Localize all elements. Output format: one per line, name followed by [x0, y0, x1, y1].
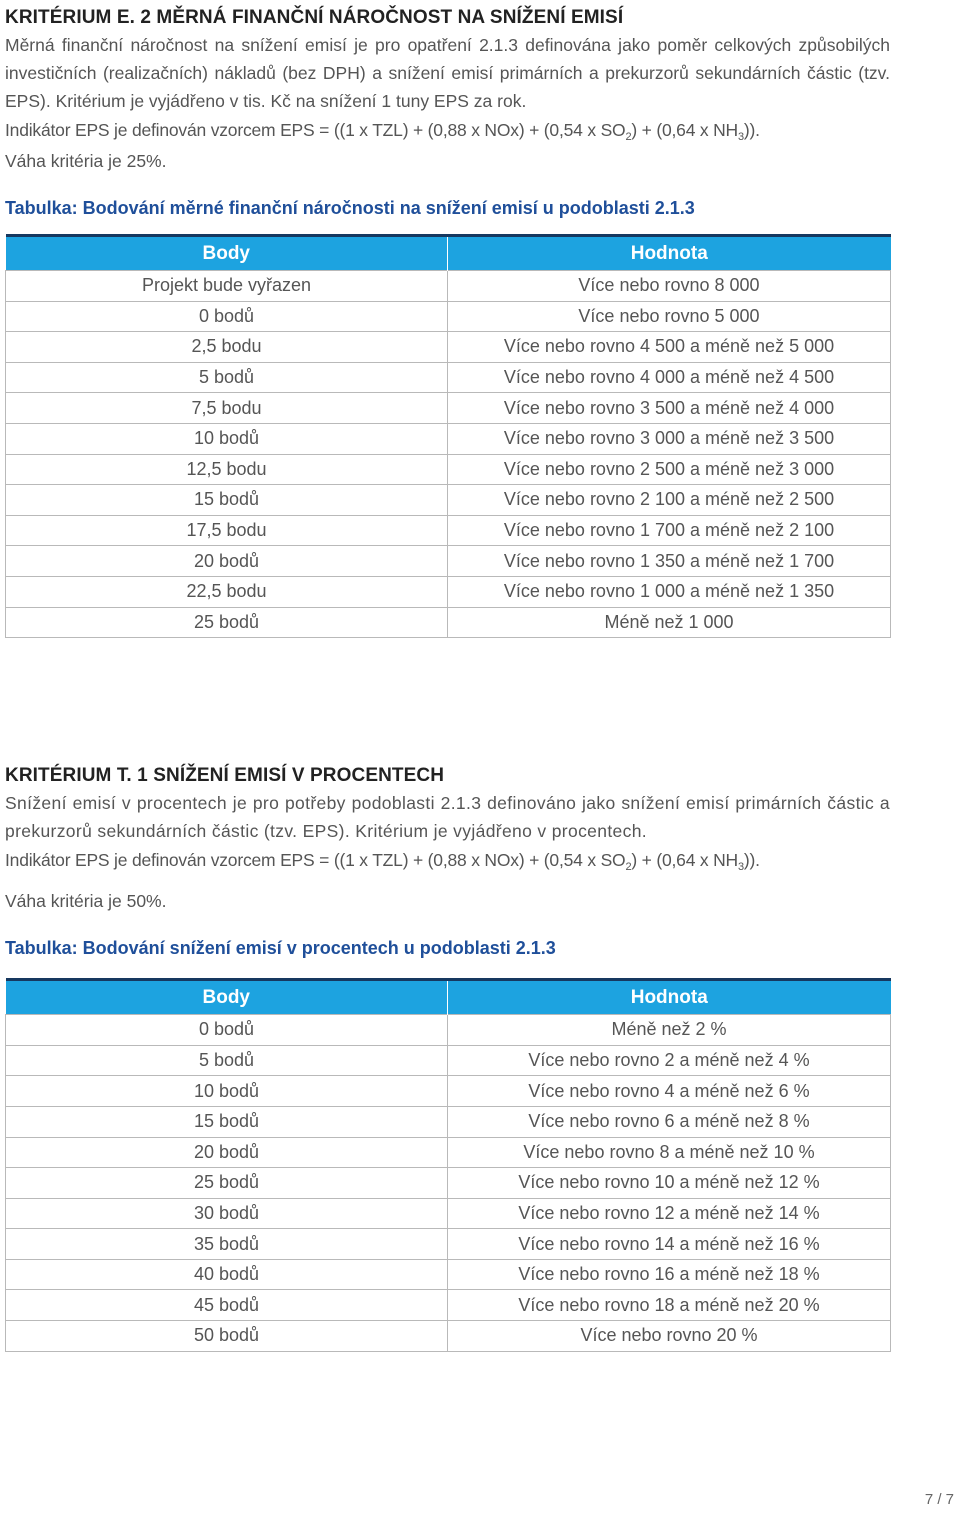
- table-row: [6, 393, 891, 424]
- table-cell-points: 35 bodů: [6, 1229, 448, 1260]
- formula-subscript: 3: [738, 861, 744, 874]
- table-cell-value: Více nebo rovno 1 000 a méně než 1 350: [448, 576, 891, 607]
- formula-text: Indikátor EPS je definován vzorcem EPS = ((1 x TZL) + (0,88 x NOx) + (0,54 x SO: [5, 120, 626, 140]
- criterion-t1-description: Snížení emisí v procentech je pro potřeby podoblasti 2.1.3 definováno jako snížení emisí primárních částic a prekurzorů sekundárních částic (tzv. EPS). Kritérium je vyjádřeno v procentech.: [5, 793, 890, 842]
- formula-text: ) + (0,64 x NH: [631, 120, 738, 140]
- table-header-row: [6, 236, 891, 271]
- table-row: [6, 546, 891, 577]
- table-header-value: Hodnota: [448, 236, 891, 271]
- formula-text: ) + (0,64 x NH: [631, 850, 738, 871]
- table-row: [6, 1137, 891, 1168]
- table-cell-value: Více nebo rovno 3 500 a méně než 4 000: [448, 393, 891, 424]
- table-cell-points: 10 bodů: [6, 423, 448, 454]
- table-cell-value: Více nebo rovno 16 a méně než 18 %: [448, 1259, 891, 1290]
- table-cell-points: 50 bodů: [6, 1321, 448, 1352]
- criterion-t1-formula: [5, 845, 890, 875]
- table-cell-points: 22,5 bodu: [6, 576, 448, 607]
- criterion-e2-table-body: [6, 271, 891, 638]
- table-row: [6, 1321, 891, 1352]
- table-row: [6, 1198, 891, 1229]
- table-cell-points: 2,5 bodu: [6, 332, 448, 363]
- table-cell-value: Méně než 1 000: [448, 607, 891, 638]
- table-row: [6, 1045, 891, 1076]
- criterion-e2-weight: Váha kritéria je 25%.: [5, 151, 167, 171]
- table-row: [6, 607, 891, 638]
- table-row: [6, 271, 891, 302]
- criterion-t1-table-body: [6, 1015, 891, 1352]
- table-row: [6, 332, 891, 363]
- criterion-t1-heading: [5, 764, 890, 788]
- criterion-e2-formula: [5, 115, 890, 145]
- table-cell-value: Více nebo rovno 4 000 a méně než 4 500: [448, 362, 891, 393]
- table-row: [6, 1259, 891, 1290]
- criterion-t1-table: [5, 978, 891, 1352]
- table-cell-value: Více nebo rovno 2 100 a méně než 2 500: [448, 485, 891, 516]
- table-header-body: Body: [6, 236, 448, 271]
- table-cell-points: 17,5 bodu: [6, 515, 448, 546]
- table-cell-points: Projekt bude vyřazen: [6, 271, 448, 302]
- table-cell-points: 10 bodů: [6, 1076, 448, 1107]
- table-cell-value: Více nebo rovno 20 %: [448, 1321, 891, 1352]
- table-cell-value: Více nebo rovno 1 350 a méně než 1 700: [448, 546, 891, 577]
- table-row: [6, 1076, 891, 1107]
- table-cell-points: 40 bodů: [6, 1259, 448, 1290]
- table-row: [6, 362, 891, 393]
- formula-text: )).: [743, 120, 760, 140]
- table-cell-value: Více nebo rovno 2 a méně než 4 %: [448, 1045, 891, 1076]
- table-row: [6, 1290, 891, 1321]
- table-header-body: Body: [6, 980, 448, 1015]
- table-cell-points: 7,5 bodu: [6, 393, 448, 424]
- table-row: [6, 1229, 891, 1260]
- table-cell-value: Více nebo rovno 8 a méně než 10 %: [448, 1137, 891, 1168]
- table-row: [6, 301, 891, 332]
- table-cell-value: Více nebo rovno 4 500 a méně než 5 000: [448, 332, 891, 363]
- criterion-t1-heading-text: KRITÉRIUM T. 1 SNÍŽENÍ EMISÍ V PROCENTECH: [5, 765, 445, 787]
- table-cell-points: 25 bodů: [6, 1168, 448, 1199]
- criterion-e2-table: [5, 234, 891, 638]
- table-cell-value: Více nebo rovno 14 a méně než 16 %: [448, 1229, 891, 1260]
- criterion-e2-section: [5, 6, 890, 638]
- criterion-t1-section: [5, 764, 890, 1352]
- table-row: [6, 1106, 891, 1137]
- table-row: [6, 1015, 891, 1046]
- page-number: 7 / 7: [924, 1491, 954, 1508]
- formula-text: Indikátor EPS je definován vzorcem EPS = ((1 x TZL) + (0,88 x NOx) + (0,54 x SO: [5, 850, 626, 871]
- table-row: [6, 515, 891, 546]
- table-cell-value: Více nebo rovno 18 a méně než 20 %: [448, 1290, 891, 1321]
- table-cell-value: Více nebo rovno 2 500 a méně než 3 000: [448, 454, 891, 485]
- table-header-value: Hodnota: [448, 980, 891, 1015]
- table-cell-points: 5 bodů: [6, 362, 448, 393]
- criterion-e2-table-caption: Tabulka: Bodování měrné finanční náročnosti na snížení emisí u podoblasti 2.1.3: [5, 198, 695, 218]
- table-cell-points: 45 bodů: [6, 1290, 448, 1321]
- table-cell-points: 25 bodů: [6, 607, 448, 638]
- table-cell-points: 0 bodů: [6, 1015, 448, 1046]
- formula-subscript: 2: [625, 131, 632, 143]
- table-cell-points: 15 bodů: [6, 1106, 448, 1137]
- table-cell-points: 20 bodů: [6, 1137, 448, 1168]
- table-cell-value: Více nebo rovno 1 700 a méně než 2 100: [448, 515, 891, 546]
- formula-subscript: 3: [738, 131, 744, 143]
- table-row: [6, 454, 891, 485]
- table-cell-points: 5 bodů: [6, 1045, 448, 1076]
- table-cell-points: 0 bodů: [6, 301, 448, 332]
- criterion-t1-table-caption: Tabulka: Bodování snížení emisí v procentech u podoblasti 2.1.3: [5, 938, 556, 959]
- criterion-e2-description: Měrná finanční náročnost na snížení emisí je pro opatření 2.1.3 definována jako poměr celkových způsobilých investičních (realizačních) nákladů (bez DPH) a snížení emisí primárních a prekurzorů sekundárních částic (tzv. EPS). Kritérium je vyjádřeno v tis. Kč na snížení 1 tuny EPS za rok.: [5, 35, 890, 111]
- table-cell-value: Méně než 2 %: [448, 1015, 891, 1046]
- table-row: [6, 485, 891, 516]
- formula-subscript: 2: [625, 861, 632, 874]
- table-cell-points: 20 bodů: [6, 546, 448, 577]
- criterion-t1-weight: Váha kritéria je 50%.: [5, 891, 167, 912]
- document-page: [5, 6, 890, 1352]
- table-cell-value: Více nebo rovno 5 000: [448, 301, 891, 332]
- criterion-e2-heading: KRITÉRIUM E. 2 MĚRNÁ FINANČNÍ NÁROČNOST NA SNÍŽENÍ EMISÍ: [5, 7, 624, 28]
- table-cell-value: Více nebo rovno 12 a méně než 14 %: [448, 1198, 891, 1229]
- table-cell-points: 15 bodů: [6, 485, 448, 516]
- table-row: [6, 423, 891, 454]
- table-cell-value: Více nebo rovno 8 000: [448, 271, 891, 302]
- table-header-row: [6, 980, 891, 1015]
- table-cell-value: Více nebo rovno 10 a méně než 12 %: [448, 1168, 891, 1199]
- table-row: [6, 576, 891, 607]
- formula-text: )).: [743, 850, 760, 871]
- table-row: [6, 1168, 891, 1199]
- table-cell-points: 12,5 bodu: [6, 454, 448, 485]
- table-cell-value: Více nebo rovno 6 a méně než 8 %: [448, 1106, 891, 1137]
- table-cell-value: Více nebo rovno 3 000 a méně než 3 500: [448, 423, 891, 454]
- table-cell-value: Více nebo rovno 4 a méně než 6 %: [448, 1076, 891, 1107]
- table-cell-points: 30 bodů: [6, 1198, 448, 1229]
